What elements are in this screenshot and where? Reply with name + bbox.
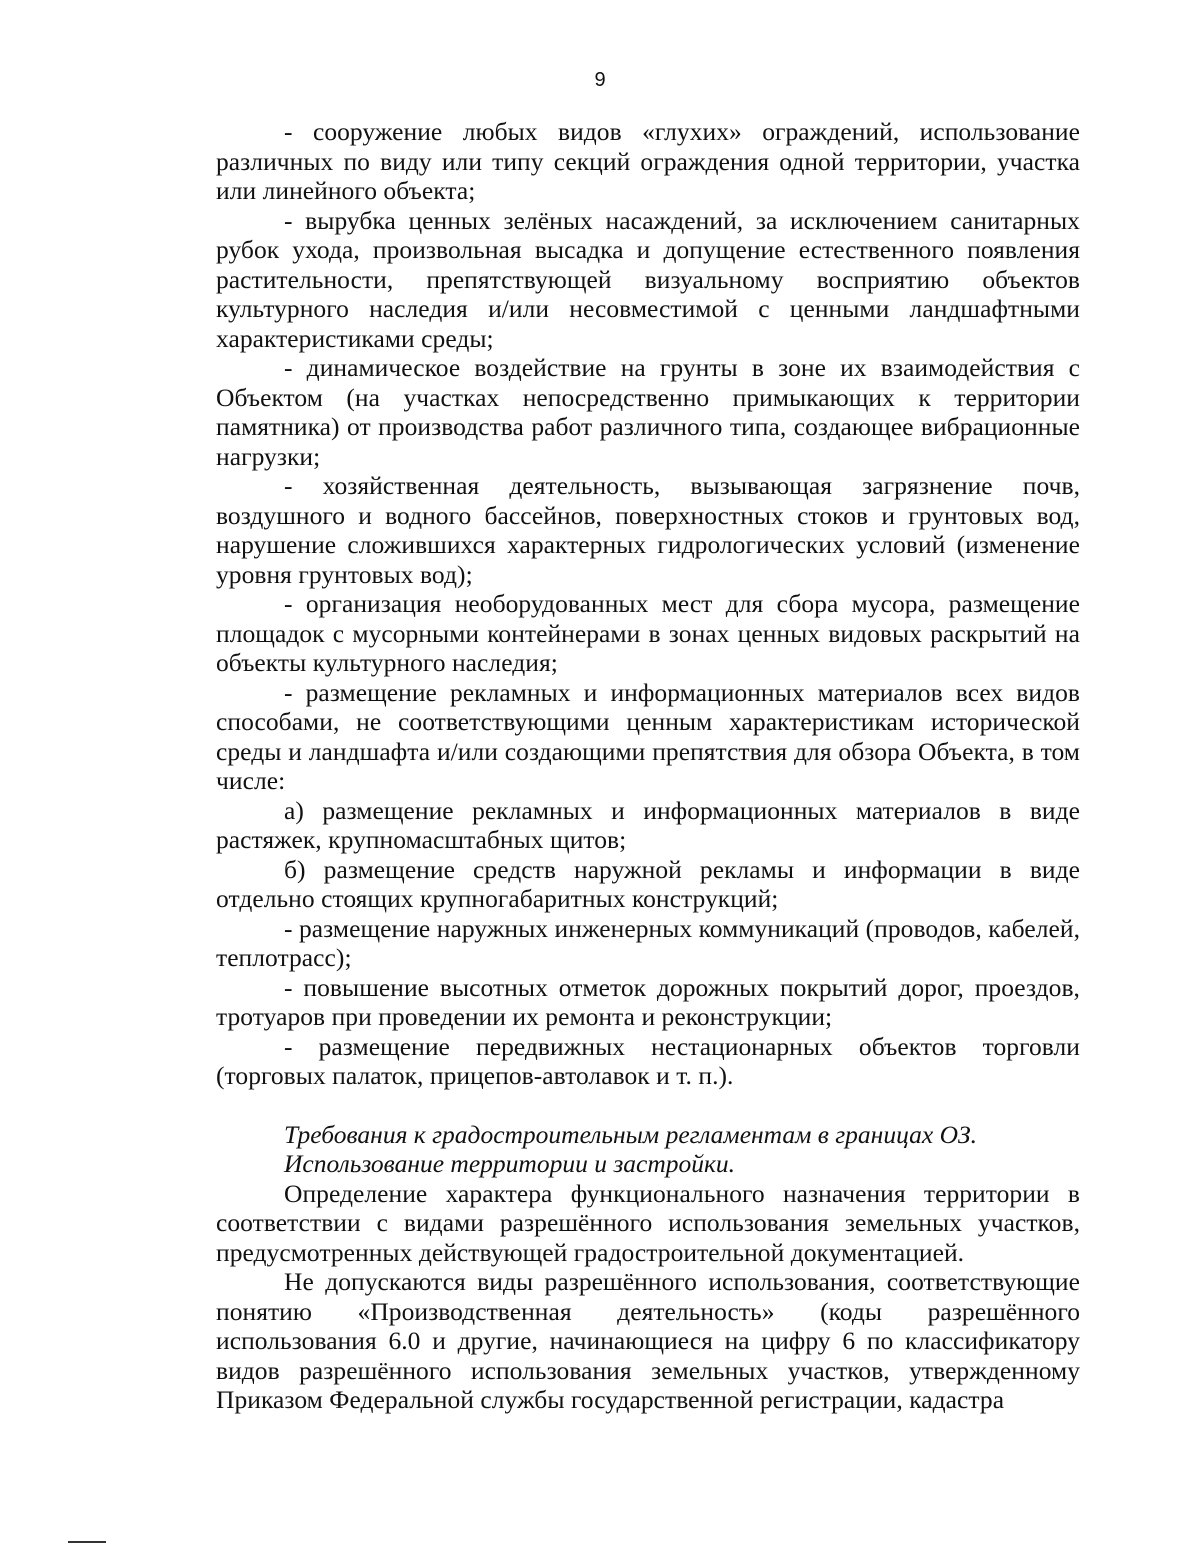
- paragraph-advertising-b: б) размещение средств наружной рекламы и информации в виде отдельно стоящих крупногабаритных конструкций;: [216, 854, 1080, 913]
- paragraph-advertising: - размещение рекламных и информационных материалов всех видов способами, не соответствующими ценным характеристикам исторической среды и ландшафта и/или создающими препятствия для обзора Объекта, в том числе:: [216, 677, 1080, 795]
- paragraph-fences: - сооружение любых видов «глухих» ограждений, использование различных по виду или типу секций ограждения одной территории, участка или линейного объекта;: [216, 117, 1080, 205]
- paragraph-tree-felling: - вырубка ценных зелёных насаждений, за исключением санитарных рубок ухода, произвольная высадка и допущение естественного появления растительности, препятствующей визуальному восприятию объектов культурного наследия и/или несовместимой с ценными ландшафтными характеристиками среды;: [216, 205, 1080, 353]
- paragraph-waste-sites: - организация необорудованных мест для сбора мусора, размещение площадок с мусорными контейнерами в зонах ценных видовых раскрытий на объекты культурного наследия;: [216, 589, 1080, 677]
- scan-mark: [68, 1541, 106, 1543]
- section-gap: [216, 1091, 1080, 1120]
- section-paragraph-functional-purpose: Определение характера функционального назначения территории в соответствии с видами разрешённого использования земельных участков, предусмотренных действующей градостроительной документацией.: [216, 1178, 1080, 1267]
- paragraph-mobile-trade: - размещение передвижных нестационарных объектов торговли (торговых палаток, прицепов-автолавок и т. п.).: [216, 1031, 1080, 1090]
- paragraph-advertising-a: а) размещение рекламных и информационных материалов в виде растяжек, крупномасштабных щитов;: [216, 795, 1080, 854]
- paragraph-dynamic-impact: - динамическое воздействие на грунты в зоне их взаимодействия с Объектом (на участках непосредственно примыкающих к территории памятника) от производства работ различного типа, создающее вибрационные нагрузки;: [216, 353, 1080, 471]
- section-heading-line-1: Требования к градостроительным регламентам в границах ОЗ.: [284, 1119, 978, 1149]
- section-heading-line-2: Использование территории и застройки.: [284, 1149, 736, 1178]
- paragraph-pollution: - хозяйственная деятельность, вызывающая загрязнение почв, воздушного и водного бассейнов, поверхностных стоков и грунтовых вод, нарушение сложившихся характерных гидрологических условий (изменение уровня грунтовых вод);: [216, 471, 1080, 589]
- paragraph-road-levels: - повышение высотных отметок дорожных покрытий дорог, проездов, тротуаров при проведении их ремонта и реконструкции;: [216, 972, 1080, 1031]
- page-number: 9: [594, 69, 606, 91]
- page-content: [216, 117, 1080, 1415]
- paragraph-utilities: - размещение наружных инженерных коммуникаций (проводов, кабелей, теплотрасс);: [216, 913, 1080, 972]
- section-paragraph-prohibited-uses: Не допускаются виды разрешённого использования, соответствующие понятию «Производственная деятельность» (коды разрешённого использования 6.0 и другие, начинающиеся на цифру 6 по классификатору видов разрешённого использования земельных участков, утвержденному Приказом Федеральной службы государственной регистрации, кадастра: [216, 1267, 1080, 1414]
